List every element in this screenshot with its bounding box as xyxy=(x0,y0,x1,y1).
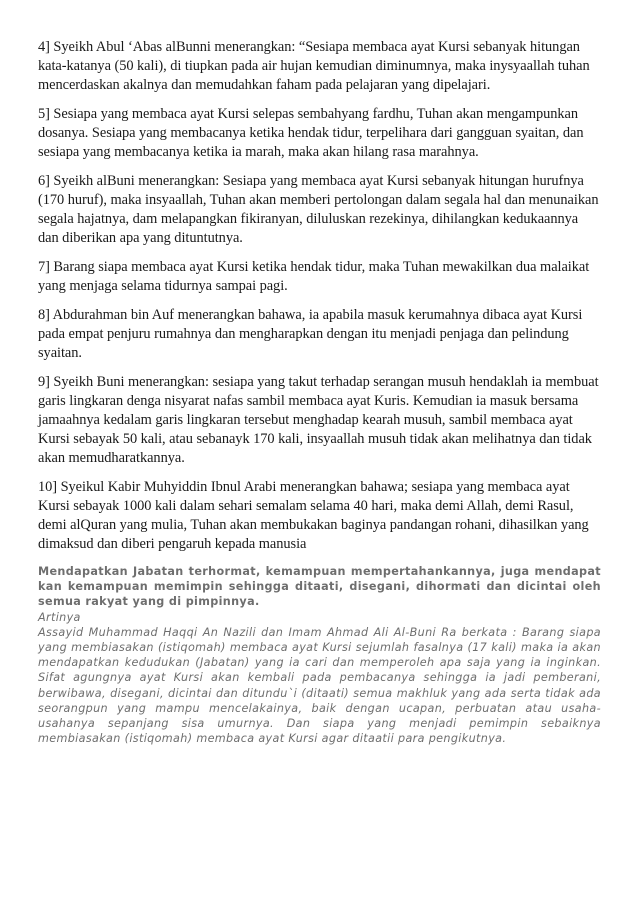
paragraph-point-5: 5] Sesiapa yang membaca ayat Kursi selepas sembahyang fardhu, Tuhan akan mengampunkan dosanya. Sesiapa yang membacanya ketika hendak tidur, terpelihara dari gangguan syaitan, dan sesiapa yang membacanya ketika ia marah, maka akan hilang rasa marahnya. xyxy=(38,106,584,160)
paragraph-point-9: 9] Syeikh Buni menerangkan: sesiapa yang takut terhadap serangan musuh hendaklah ia membuat garis lingkaran denga nisyarat nafas sambil membaca ayat Kuris. Kemudian ia masuk bersama jamaahnya kedalam garis lingkaran tersebut menghadap kearah musuh, sambil membaca ayat Kursi sebayak 50 kali, atau sebanayk 170 kali, insyaallah musuh tidak akan melihatnya dan tidak akan memudharatkannya. xyxy=(38,374,599,466)
translation-text: Assayid Muhammad Haqqi An Nazili dan Imam Ahmad Ali Al-Buni Ra berkata : Barang siapa yang membiasakan (istiqomah) membaca ayat Kursi sejumlah fasalnya (17 kali) maka ia akan mendapatkan kedudukan (Jabatan) yang ia cari dan memperoleh apa saja yang ia inginkan. Sifat agungnya ayat Kursi akan kembali pada pembacanya sehingga ia jadi pemberani, berwibawa, disegani, dicintai dan ditundu`i (ditaati) semua makhluk yang ada serta tidak ada seorangpun yang mampu mencelakainya, baik dengan ucapan, perbuatan atau usaha-usahanya sepanjang sisa umurnya. Dan siapa yang menjadi pemimpin sebaiknya membiasakan (istiqomah) membaca ayat Kursi agar ditaatii para pengikutnya. xyxy=(38,625,601,746)
paragraph-point-10: 10] Syeikul Kabir Muhyiddin Ibnul Arabi menerangkan bahawa; sesiapa yang membaca ayat Kursi sebayak 1000 kali dalam sehari semalam selama 40 hari, maka demi Allah, demi Rasul, demi alQuran yang mulia, Tuhan akan membukakan baginya pandangan rohani, dihasilkan yang dimaksud dan diberi pengaruh kepada manusia xyxy=(38,479,589,552)
jabatan-intro: Mendapatkan Jabatan terhormat, kemampuan mempertahankannya, juga mendapat kan kemampuan memimpin sehingga ditaati, disegani, dihormati dan dicintai oleh semua rakyat yang di pimpinnya. xyxy=(38,565,601,609)
jabatan-section xyxy=(38,564,601,746)
document-page xyxy=(38,38,601,746)
paragraph-point-7: 7] Barang siapa membaca ayat Kursi ketika hendak tidur, maka Tuhan mewakilkan dua malaikat yang menjaga selama tidurnya sampai pagi. xyxy=(38,259,590,294)
paragraph-point-6: 6] Syeikh alBuni menerangkan: Sesiapa yang membaca ayat Kursi sebanyak hitungan hurufnya (170 huruf), maka insyaallah, Tuhan akan memberi pertolongan dalam segala hal dan menunaikan segala hajatnya, dam melapangkan fikiranyan, diluluskan rezekinya, dihilangkan kedukaannya dan diberikan apa yang dituntutnya. xyxy=(38,173,599,246)
translation-label: Artinya xyxy=(38,610,81,624)
paragraph-point-8: 8] Abdurahman bin Auf menerangkan bahawa, ia apabila masuk kerumahnya dibaca ayat Kursi pada empat penjuru rumahnya dan mengharapkan dengan itu menjadi penjaga dan pelindung syaitan. xyxy=(38,307,583,361)
paragraph-point-4: 4] Syeikh Abul ‘Abas alBunni menerangkan: “Sesiapa membaca ayat Kursi sebanyak hitungan kata-katanya (50 kali), di tiupkan pada air hujan kemudian diminumnya, maka inysyaallah tuhan mencerdaskan akalnya dan memudahkan faham pada pelajaran yang dipelajari. xyxy=(38,39,590,93)
